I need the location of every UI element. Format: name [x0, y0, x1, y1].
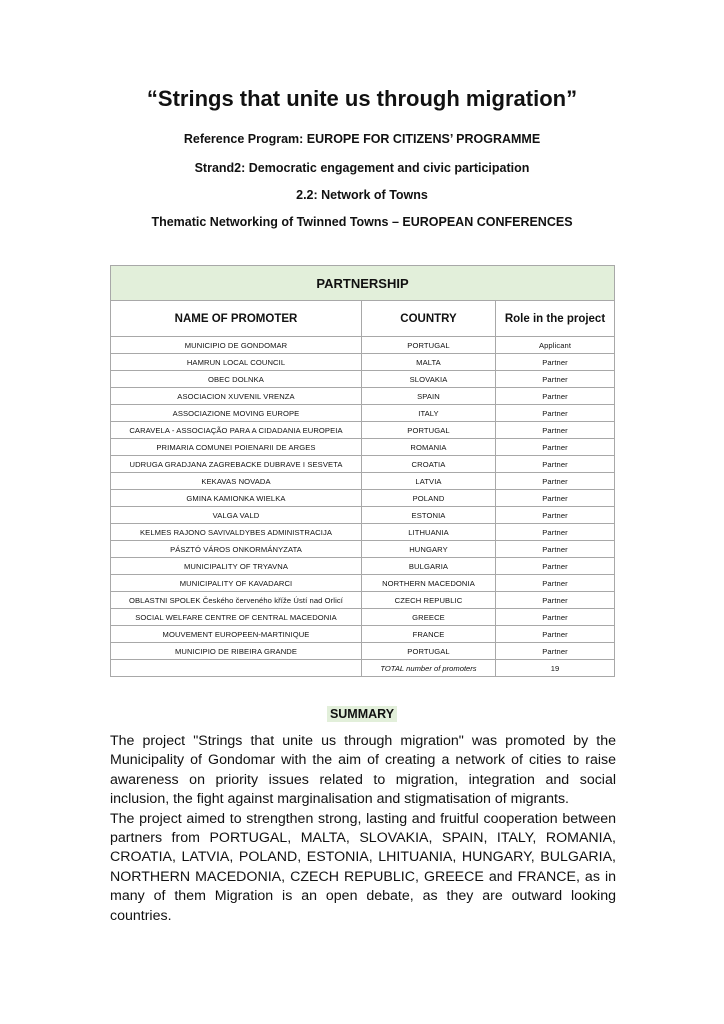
- table-row: [111, 371, 615, 388]
- promoter-name-cell: GMINA KAMIONKA WIELKA: [111, 490, 362, 507]
- strand: Strand2: Democratic engagement and civic participation: [194, 161, 530, 175]
- role-cell: Applicant: [496, 337, 615, 354]
- country-cell: PORTUGAL: [362, 643, 496, 660]
- promoter-name-cell: OBLASTNI SPOLEK Českého červeného kříže Ústí nad Orlicí: [111, 592, 362, 609]
- promoter-name-cell: MUNICIPALITY OF TRYAVNA: [111, 558, 362, 575]
- country-cell: ESTONIA: [362, 507, 496, 524]
- role-cell: Partner: [496, 354, 615, 371]
- partnership-rows: [111, 337, 615, 660]
- summary-heading-wrap: [0, 705, 724, 723]
- country-cell: GREECE: [362, 609, 496, 626]
- country-cell: POLAND: [362, 490, 496, 507]
- table-row: [111, 609, 615, 626]
- partnership-table: [110, 265, 615, 677]
- table-row: [111, 507, 615, 524]
- role-cell: Partner: [496, 439, 615, 456]
- summary-paragraph: The project "Strings that unite us through migration" was promoted by the Municipality of Gondomar with the aim of creating a network of cities to raise awareness on priority issues related to migration, integration and social inclusion, the fight against marginalisation and stigmatisation of migrants.: [110, 733, 616, 808]
- total-label: TOTAL number of promoters: [362, 660, 496, 677]
- column-header-role: Role in the project: [496, 301, 615, 337]
- role-cell: Partner: [496, 626, 615, 643]
- promoter-name-cell: ASSOCIAZIONE MOVING EUROPE: [111, 405, 362, 422]
- summary-paragraph: The project aimed to strengthen strong, lasting and fruitful cooperation between partners from PORTUGAL, MALTA, SLOVAKIA, SPAIN, ITALY, ROMANIA, CROATIA, LATVIA, POLAND, ESTONIA, LHITUANIA, HUNGARY, BULGARIA, NORTHERN MACEDONIA, CZECH REPUBLIC, GREECE and FRANCE, as in many of them Migration is an open debate, as they are outward looking countries.: [110, 810, 616, 924]
- partnership-heading: PARTNERSHIP: [111, 266, 615, 301]
- country-cell: BULGARIA: [362, 558, 496, 575]
- table-row: [111, 541, 615, 558]
- country-cell: CZECH REPUBLIC: [362, 592, 496, 609]
- role-cell: Partner: [496, 456, 615, 473]
- role-cell: Partner: [496, 592, 615, 609]
- promoter-name-cell: PÁSZTÓ VÁROS ONKORMÁNYZATA: [111, 541, 362, 558]
- role-cell: Partner: [496, 490, 615, 507]
- role-cell: Partner: [496, 388, 615, 405]
- table-row: [111, 473, 615, 490]
- table-row: [111, 626, 615, 643]
- table-row: [111, 558, 615, 575]
- table-row: [111, 456, 615, 473]
- table-row: [111, 643, 615, 660]
- role-cell: Partner: [496, 405, 615, 422]
- role-cell: Partner: [496, 524, 615, 541]
- summary-heading: SUMMARY: [327, 706, 397, 722]
- role-cell: Partner: [496, 422, 615, 439]
- table-row: [111, 524, 615, 541]
- total-value: 19: [496, 660, 615, 677]
- promoter-name-cell: MUNICIPALITY OF KAVADARCI: [111, 575, 362, 592]
- country-cell: ITALY: [362, 405, 496, 422]
- promoter-name-cell: HAMRUN LOCAL COUNCIL: [111, 354, 362, 371]
- country-cell: SLOVAKIA: [362, 371, 496, 388]
- promoter-name-cell: KEKAVAS NOVADA: [111, 473, 362, 490]
- column-header-promoter: NAME OF PROMOTER: [111, 301, 362, 337]
- table-row: [111, 592, 615, 609]
- document-title: “Strings that unite us through migration”: [146, 86, 578, 111]
- measure: 2.2: Network of Towns: [296, 188, 428, 202]
- promoter-name-cell: KELMES RAJONO SAVIVALDYBES ADMINISTRACIJA: [111, 524, 362, 541]
- role-cell: Partner: [496, 473, 615, 490]
- promoter-name-cell: VALGA VALD: [111, 507, 362, 524]
- summary-body: [110, 732, 616, 926]
- country-cell: NORTHERN MACEDONIA: [362, 575, 496, 592]
- country-cell: FRANCE: [362, 626, 496, 643]
- country-cell: HUNGARY: [362, 541, 496, 558]
- country-cell: PORTUGAL: [362, 337, 496, 354]
- total-spacer: [111, 660, 362, 677]
- country-cell: CROATIA: [362, 456, 496, 473]
- table-row: [111, 388, 615, 405]
- table-row: [111, 405, 615, 422]
- role-cell: Partner: [496, 575, 615, 592]
- column-header-country: COUNTRY: [362, 301, 496, 337]
- role-cell: Partner: [496, 507, 615, 524]
- table-row: [111, 439, 615, 456]
- promoter-name-cell: CARAVELA - ASSOCIAÇÃO PARA A CIDADANIA EUROPEIA: [111, 422, 362, 439]
- role-cell: Partner: [496, 558, 615, 575]
- promoter-name-cell: SOCIAL WELFARE CENTRE OF CENTRAL MACEDONIA: [111, 609, 362, 626]
- promoter-name-cell: OBEC DOLNKA: [111, 371, 362, 388]
- country-cell: PORTUGAL: [362, 422, 496, 439]
- table-row: [111, 575, 615, 592]
- country-cell: MALTA: [362, 354, 496, 371]
- country-cell: SPAIN: [362, 388, 496, 405]
- table-row: [111, 422, 615, 439]
- promoter-name-cell: MUNICIPIO DE GONDOMAR: [111, 337, 362, 354]
- country-cell: ROMANIA: [362, 439, 496, 456]
- role-cell: Partner: [496, 371, 615, 388]
- promoter-name-cell: MOUVEMENT EUROPEEN-MARTINIQUE: [111, 626, 362, 643]
- table-row: [111, 337, 615, 354]
- promoter-name-cell: UDRUGA GRADJANA ZAGREBACKE DUBRAVE I SESVETA: [111, 456, 362, 473]
- promoter-name-cell: MUNICIPIO DE RIBEIRA GRANDE: [111, 643, 362, 660]
- table-row: [111, 354, 615, 371]
- role-cell: Partner: [496, 643, 615, 660]
- role-cell: Partner: [496, 541, 615, 558]
- action: Thematic Networking of Twinned Towns – EUROPEAN CONFERENCES: [151, 215, 573, 229]
- promoter-name-cell: ASOCIACION XUVENIL VRENZA: [111, 388, 362, 405]
- country-cell: LATVIA: [362, 473, 496, 490]
- table-row: [111, 490, 615, 507]
- role-cell: Partner: [496, 609, 615, 626]
- promoter-name-cell: PRIMARIA COMUNEI POIENARII DE ARGES: [111, 439, 362, 456]
- country-cell: LITHUANIA: [362, 524, 496, 541]
- reference-program: Reference Program: EUROPE FOR CITIZENS’ PROGRAMME: [183, 132, 541, 146]
- total-row: [111, 660, 615, 677]
